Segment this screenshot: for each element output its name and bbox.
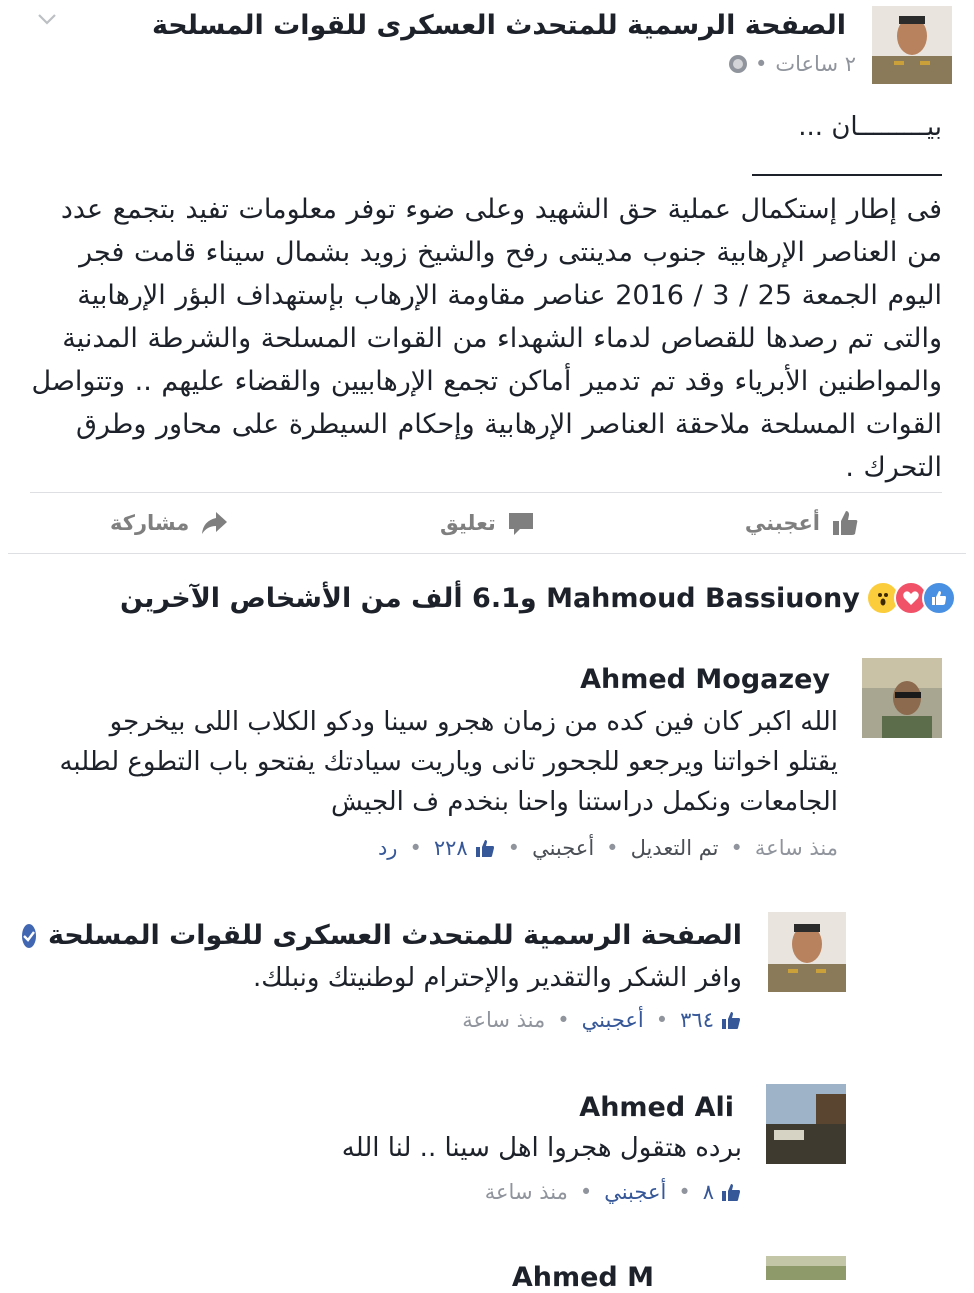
like-thumb-icon	[720, 1009, 742, 1031]
comment-bubble-icon	[506, 508, 536, 538]
comment-button[interactable]	[440, 506, 536, 540]
commenter-avatar[interactable]	[862, 658, 942, 738]
comment-author[interactable]: Ahmed Mogazey	[580, 664, 830, 695]
comment-author-row	[47, 920, 742, 951]
comment-author[interactable]: الصفحة الرسمية للمتحدث العسكرى للقوات المسلحة	[47, 920, 742, 951]
divider	[8, 553, 966, 554]
reactions-row[interactable]	[120, 578, 956, 618]
meta-dot: •	[409, 836, 422, 860]
like-reaction-icon	[922, 581, 956, 615]
edited-label[interactable]: تم التعديل	[630, 836, 719, 860]
comment-text: الله اكبر كان فين كده من زمان هجرو سينا ودكو الكلاب اللى بيخرجو يقتلو اخواتنا ويرجعو للجحور تانى وياريت سيادتك يفتحو باب التطوع لطلبه الجامعات ونكمل دراستنا واحنا بنخدم ف الجيش	[59, 707, 838, 817]
share-button[interactable]	[110, 506, 229, 540]
comment-author[interactable]: Ahmed Ali	[579, 1092, 734, 1123]
comment-like-button[interactable]: أعجبني	[604, 1180, 667, 1204]
post-page-name[interactable]: الصفحة الرسمية للمتحدث العسكرى للقوات المسلحة	[151, 10, 846, 41]
meta-dot: •	[579, 1180, 593, 1204]
like-count-value: ٢٢٨	[433, 836, 468, 860]
like-thumb-icon	[474, 837, 496, 859]
like-label: أعجبني	[744, 511, 820, 535]
share-label: مشاركة	[110, 511, 190, 535]
reply-button[interactable]: رد	[377, 836, 398, 860]
like-count-value: ٣٦٤	[680, 1008, 714, 1032]
comment-time[interactable]: منذ ساعة	[754, 836, 838, 860]
comment-like-button[interactable]: أعجبني	[532, 836, 595, 860]
comment-text: برده هتقول هجروا اهل سينا .. لنا الله	[341, 1133, 742, 1163]
commenter-avatar[interactable]	[766, 1256, 846, 1280]
comment-like-count[interactable]	[703, 1180, 742, 1204]
like-thumb-icon	[830, 508, 860, 538]
page-reply-avatar[interactable]	[768, 912, 846, 992]
meta-dot: •	[507, 836, 521, 860]
comment-text: وافر الشكر والتقدير والإحترام لوطنيتك ونبلك.	[253, 963, 742, 993]
chevron-down-icon[interactable]	[36, 8, 58, 30]
post-time[interactable]: ٢ ساعات	[775, 52, 856, 76]
post-body: فى إطار إستكمال عملية حق الشهيد وعلى ضوء توفر معلومات تفيد بتجمع عدد من العناصر الإرهابية جنوب مدينتى رفح والشيخ زويد بشمال سيناء قامت فجر اليوم الجمعة 25 / 3 / 2016 عناصر مقاومة الإرهاب بإستهداف البؤر الإرهابية والتى تم رصدها للقصاص لدماء الشهداء من القوات المسلحة والشرطة المدنية والمواطنين الأبرياء وقد تم تدمير أماكن تجمع الإرهابيين والقضاء عليهم .. وتتواصل القوات المسلحة ملاحقة العناصر الإرهابية وإحكام السيطرة على محاور وطرق التحرك .	[31, 194, 942, 483]
comment-time[interactable]: منذ ساعة	[484, 1180, 568, 1204]
meta-dot: •	[655, 1008, 669, 1032]
comment-like-count[interactable]	[680, 1008, 742, 1032]
verified-badge-icon	[22, 924, 36, 948]
post-heading: بيـــــــــان ...	[798, 112, 942, 142]
meta-dot: •	[557, 1008, 570, 1032]
meta-dot: •	[606, 836, 619, 860]
like-count-value: ٨	[702, 1180, 714, 1204]
comment-meta	[485, 1180, 742, 1204]
comment-meta	[462, 1008, 742, 1032]
comment-label: تعليق	[440, 511, 496, 535]
like-thumb-icon	[720, 1181, 742, 1203]
share-arrow-icon	[199, 508, 229, 538]
divider	[30, 492, 942, 493]
like-button[interactable]	[745, 506, 860, 540]
page-avatar[interactable]	[872, 6, 952, 84]
comment-like-count[interactable]	[434, 836, 496, 860]
comment-time[interactable]: منذ ساعة	[462, 1008, 546, 1032]
comment-meta	[378, 836, 838, 860]
meta-dot: •	[678, 1180, 691, 1204]
heading-underline	[752, 174, 942, 176]
post-meta	[729, 52, 856, 76]
reactions-summary: Mahmoud Bassiuony و6.1 ألف من الأشخاص الآخرين	[120, 582, 860, 614]
meta-dot: •	[754, 52, 768, 76]
commenter-avatar[interactable]	[766, 1084, 846, 1164]
meta-dot: •	[730, 836, 743, 860]
comment-like-button[interactable]: أعجبني	[581, 1008, 644, 1032]
globe-icon	[729, 55, 747, 73]
reaction-icons	[872, 581, 956, 615]
comment-author[interactable]: Ahmed M	[511, 1262, 654, 1293]
